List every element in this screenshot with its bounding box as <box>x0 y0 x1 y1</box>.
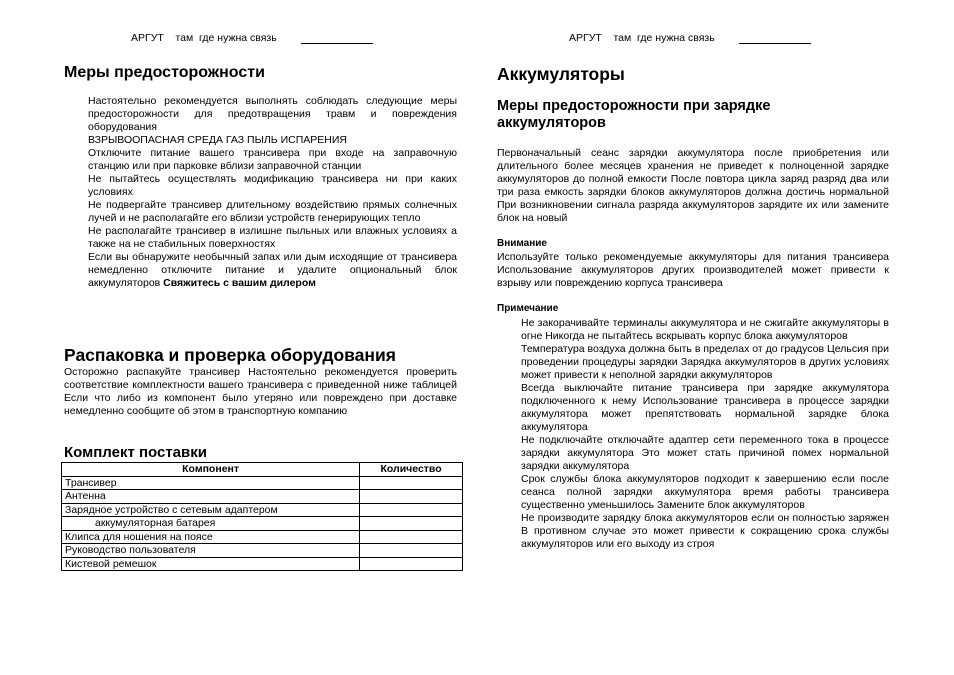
kit-component: Зарядное устройство с сетевым адаптером <box>62 503 360 517</box>
kit-quantity <box>360 557 463 571</box>
note-item: Не производите зарядку блока аккумуляторов если он полностью заряжен В противном случае это может привести к сокращению срока службы аккумуляторов или его выходу из строя <box>521 512 889 550</box>
kit-component: Трансивер <box>62 476 360 490</box>
kit-title: Комплект поставки <box>64 444 207 461</box>
table-row <box>62 490 463 504</box>
warning-text: Используйте только рекомендуемые аккумуляторы для питания трансивера Использование аккумуляторов других производителей может привести к взрыву или повреждению корпуса трансивера <box>497 251 889 289</box>
kit-component: аккумуляторная батарея <box>62 517 360 531</box>
kit-quantity <box>360 530 463 544</box>
right-header-underline <box>739 43 811 44</box>
kit-quantity <box>360 476 463 490</box>
precaution-item: Настоятельно рекомендуется выполнять соблюдать следующие меры предосторожности для предотвращения травм и повреждения оборудования <box>88 95 457 133</box>
kit-quantity <box>360 490 463 504</box>
kit-component: Антенна <box>62 490 360 504</box>
left-page-header: АРГУТ там где нужна связь <box>131 32 277 44</box>
kit-component: Клипса для ношения на поясе <box>62 530 360 544</box>
charging-precautions-title: Меры предосторожности при зарядке аккумуляторов <box>497 98 771 131</box>
precaution-item: Не пытайтесь осуществлять модификацию трансивера ни при каких условиях <box>88 173 457 198</box>
table-row <box>62 544 463 558</box>
note-title: Примечание <box>497 303 559 314</box>
table-row <box>62 530 463 544</box>
precautions-list <box>88 95 457 290</box>
note-item: Температура воздуха должна быть в пределах от до градусов Цельсия при проведении процедуры зарядки Зарядка аккумуляторов в других условиях может привести к неполной зарядки аккумуляторов <box>521 343 889 381</box>
table-row <box>62 503 463 517</box>
precaution-item: Не располагайте трансивер в излишне пыльных или влажных условиях а также на не стабильных поверхностях <box>88 225 457 250</box>
left-header-underline <box>301 43 373 44</box>
kit-component: Кистевой ремешок <box>62 557 360 571</box>
unpack-text: Осторожно распакуйте трансивер Настоятельно рекомендуется проверить соответствие комплектности вашего трансивера с приведенной ниже таблицей Если что либо из компонент было утеряно или повреждено при доставке немедленно сообщите об этом в транспортную компанию <box>64 366 457 417</box>
kit-component: Руководство пользователя <box>62 544 360 558</box>
note-item: Срок службы блока аккумуляторов подходит к завершению если после сеанса полной зарядки аккумулятора время работы трансивера существенно уменьшилось Замените блок аккумуляторов <box>521 473 889 511</box>
table-row <box>62 476 463 490</box>
note-item: Всегда выключайте питание трансивера при зарядке аккумулятора подключенного к нему Использование трансивера в процессе зарядки аккумулятора может препятствовать нормальной зарядке блока аккумулятора <box>521 382 889 433</box>
precaution-item: Отключите питание вашего трансивера при входе на заправочную станцию или при парковке вблизи заправочной станции <box>88 147 457 172</box>
precaution-item: ВЗРЫВООПАСНАЯ СРЕДА ГАЗ ПЫЛЬ ИСПАРЕНИЯ <box>88 134 347 146</box>
kit-header-quantity: Количество <box>360 463 463 477</box>
kit-table-header <box>62 463 463 477</box>
precaution-item-last <box>88 251 457 290</box>
kit-quantity <box>360 544 463 558</box>
right-page-header: АРГУТ там где нужна связь <box>569 32 715 44</box>
batteries-title: Аккумуляторы <box>497 64 625 84</box>
precaution-item-text: Если вы обнаружите необычный запах или дым исходящие от трансивера немедленно отключите питание и удалите опциональный блок аккумуляторов <box>88 251 457 289</box>
warning-title: Внимание <box>497 238 547 249</box>
note-item: Не подключайте отключайте адаптер сети переменного тока в процессе зарядки аккумулятора Это может стать причиной помех нормальной зарядки аккумулятора <box>521 434 889 472</box>
kit-quantity <box>360 503 463 517</box>
unpack-title: Распаковка и проверка оборудования <box>64 345 396 365</box>
table-row <box>62 517 463 531</box>
notes-list <box>521 317 889 551</box>
note-item: Не закорачивайте терминалы аккумулятора и не сжигайте аккумуляторы в огне Никогда не пытайтесь вскрывать корпус блока аккумуляторов <box>521 317 889 342</box>
precautions-title: Меры предосторожности <box>64 64 265 81</box>
dealer-contact: Свяжитесь с вашим дилером <box>163 277 316 289</box>
charging-intro: Первоначальный сеанс зарядки аккумулятора после приобретения или длительного более месяцев хранения не приведет к полноценной зарядке аккумуляторов до полной емкости После повтора цикла заряд разряд два или три раза емкость зарядки блоков аккумуляторов должна достичь нормальной При возникновении сигнала разряда аккумуляторов зарядите их или замените блок на новый <box>497 147 889 224</box>
kit-table <box>61 462 463 571</box>
kit-header-component: Компонент <box>62 463 360 477</box>
table-row <box>62 557 463 571</box>
kit-quantity <box>360 517 463 531</box>
precaution-item: Не подвергайте трансивер длительному воздействию прямых солнечных лучей и не располагайте его вблизи устройств генерирующих тепло <box>88 199 457 224</box>
